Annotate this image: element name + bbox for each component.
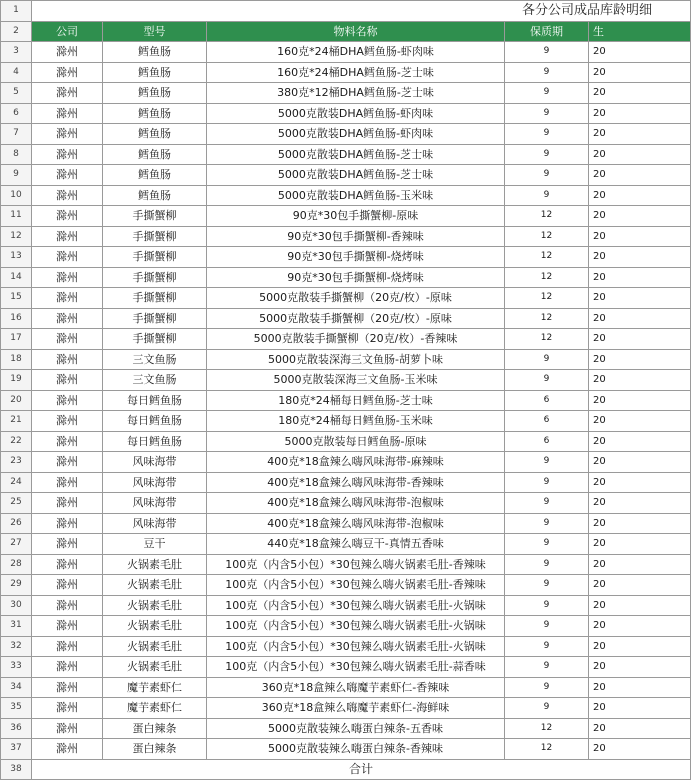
row-number[interactable]: 26 bbox=[1, 513, 32, 534]
cell-model[interactable]: 手撕蟹柳 bbox=[103, 288, 207, 309]
cell-company[interactable]: 滁州 bbox=[32, 718, 103, 739]
cell-production[interactable]: 20 bbox=[589, 513, 691, 534]
cell-material[interactable]: 5000克散装手撕蟹柳（20克/枚）-原味 bbox=[207, 288, 505, 309]
cell-material[interactable]: 100克（内含5小包）*30包辣么嗨火锅素毛肚-蒜香味 bbox=[207, 657, 505, 678]
cell-company[interactable]: 滁州 bbox=[32, 206, 103, 227]
cell-model[interactable]: 三文鱼肠 bbox=[103, 349, 207, 370]
cell-shelf-life[interactable]: 9 bbox=[505, 83, 589, 104]
cell-material[interactable]: 90克*30包手撕蟹柳-原味 bbox=[207, 206, 505, 227]
cell-shelf-life[interactable]: 9 bbox=[505, 185, 589, 206]
cell-production[interactable]: 20 bbox=[589, 554, 691, 575]
cell-model[interactable]: 火锅素毛肚 bbox=[103, 575, 207, 596]
cell-production[interactable]: 20 bbox=[589, 657, 691, 678]
cell-material[interactable]: 100克（内含5小包）*30包辣么嗨火锅素毛肚-火锅味 bbox=[207, 616, 505, 637]
cell-shelf-life[interactable]: 9 bbox=[505, 124, 589, 145]
cell-company[interactable]: 滁州 bbox=[32, 677, 103, 698]
cell-shelf-life[interactable]: 6 bbox=[505, 390, 589, 411]
sheet-title[interactable]: 各分公司成品库龄明细 bbox=[32, 1, 691, 22]
cell-shelf-life[interactable]: 12 bbox=[505, 226, 589, 247]
cell-production[interactable]: 20 bbox=[589, 677, 691, 698]
cell-material[interactable]: 5000克散装DHA鳕鱼肠-虾肉味 bbox=[207, 103, 505, 124]
cell-production[interactable]: 20 bbox=[589, 144, 691, 165]
cell-shelf-life[interactable]: 9 bbox=[505, 472, 589, 493]
cell-shelf-life[interactable]: 9 bbox=[505, 595, 589, 616]
table-row bbox=[1, 452, 691, 473]
row-number[interactable]: 18 bbox=[1, 349, 32, 370]
cell-model[interactable]: 风味海带 bbox=[103, 493, 207, 514]
row-number[interactable]: 5 bbox=[1, 83, 32, 104]
cell-production[interactable]: 20 bbox=[589, 288, 691, 309]
header-material[interactable]: 物料名称 bbox=[207, 21, 505, 42]
cell-model[interactable]: 手撕蟹柳 bbox=[103, 247, 207, 268]
cell-material[interactable]: 5000克散装DHA鳕鱼肠-芝士味 bbox=[207, 144, 505, 165]
row-number[interactable]: 27 bbox=[1, 534, 32, 555]
cell-company[interactable]: 滁州 bbox=[32, 370, 103, 391]
row-number[interactable]: 20 bbox=[1, 390, 32, 411]
cell-model[interactable]: 火锅素毛肚 bbox=[103, 554, 207, 575]
cell-shelf-life[interactable]: 9 bbox=[505, 103, 589, 124]
cell-company[interactable]: 滁州 bbox=[32, 349, 103, 370]
cell-company[interactable]: 滁州 bbox=[32, 226, 103, 247]
cell-model[interactable]: 鳕鱼肠 bbox=[103, 144, 207, 165]
cell-material[interactable]: 5000克散装手撕蟹柳（20克/枚）-香辣味 bbox=[207, 329, 505, 350]
cell-model[interactable]: 每日鳕鱼肠 bbox=[103, 411, 207, 432]
table-row bbox=[1, 534, 691, 555]
cell-production[interactable]: 20 bbox=[589, 390, 691, 411]
table-row bbox=[1, 677, 691, 698]
cell-material[interactable]: 90克*30包手撕蟹柳-香辣味 bbox=[207, 226, 505, 247]
cell-company[interactable]: 滁州 bbox=[32, 165, 103, 186]
table-row bbox=[1, 349, 691, 370]
cell-material[interactable]: 180克*24桶每日鳕鱼肠-玉米味 bbox=[207, 411, 505, 432]
cell-shelf-life[interactable]: 9 bbox=[505, 575, 589, 596]
cell-company[interactable]: 滁州 bbox=[32, 144, 103, 165]
row-number[interactable]: 30 bbox=[1, 595, 32, 616]
cell-material[interactable]: 100克（内含5小包）*30包辣么嗨火锅素毛肚-火锅味 bbox=[207, 636, 505, 657]
cell-company[interactable]: 滁州 bbox=[32, 554, 103, 575]
cell-production[interactable]: 20 bbox=[589, 42, 691, 63]
cell-production[interactable]: 20 bbox=[589, 226, 691, 247]
row-number[interactable]: 35 bbox=[1, 698, 32, 719]
cell-model[interactable]: 手撕蟹柳 bbox=[103, 329, 207, 350]
row-number[interactable]: 10 bbox=[1, 185, 32, 206]
cell-shelf-life[interactable]: 9 bbox=[505, 636, 589, 657]
row-number[interactable]: 38 bbox=[1, 759, 32, 780]
table-row bbox=[1, 247, 691, 268]
cell-company[interactable]: 滁州 bbox=[32, 636, 103, 657]
cell-material[interactable]: 5000克散装每日鳕鱼肠-原味 bbox=[207, 431, 505, 452]
row-number[interactable]: 13 bbox=[1, 247, 32, 268]
cell-production[interactable]: 20 bbox=[589, 575, 691, 596]
header-row bbox=[1, 21, 691, 42]
cell-model[interactable]: 蛋白辣条 bbox=[103, 739, 207, 760]
cell-material[interactable]: 160克*24桶DHA鳕鱼肠-芝士味 bbox=[207, 62, 505, 83]
cell-production[interactable]: 20 bbox=[589, 124, 691, 145]
table-row bbox=[1, 329, 691, 350]
cell-model[interactable]: 每日鳕鱼肠 bbox=[103, 390, 207, 411]
cell-material[interactable]: 400克*18盒辣么嗨风味海带-香辣味 bbox=[207, 472, 505, 493]
cell-company[interactable]: 滁州 bbox=[32, 247, 103, 268]
title-row bbox=[1, 1, 691, 22]
cell-production[interactable]: 20 bbox=[589, 534, 691, 555]
table-row bbox=[1, 288, 691, 309]
cell-company[interactable]: 滁州 bbox=[32, 739, 103, 760]
cell-production[interactable]: 20 bbox=[589, 308, 691, 329]
table-row bbox=[1, 308, 691, 329]
row-number[interactable]: 6 bbox=[1, 103, 32, 124]
cell-company[interactable]: 滁州 bbox=[32, 124, 103, 145]
row-number[interactable]: 12 bbox=[1, 226, 32, 247]
cell-production[interactable]: 20 bbox=[589, 472, 691, 493]
cell-model[interactable]: 手撕蟹柳 bbox=[103, 267, 207, 288]
row-number[interactable]: 2 bbox=[1, 21, 32, 42]
table-row bbox=[1, 739, 691, 760]
cell-shelf-life[interactable]: 9 bbox=[505, 370, 589, 391]
table-row bbox=[1, 411, 691, 432]
table-row bbox=[1, 103, 691, 124]
cell-production[interactable]: 20 bbox=[589, 452, 691, 473]
cell-shelf-life[interactable]: 12 bbox=[505, 247, 589, 268]
cell-production[interactable]: 20 bbox=[589, 206, 691, 227]
row-number[interactable]: 4 bbox=[1, 62, 32, 83]
cell-shelf-life[interactable]: 9 bbox=[505, 165, 589, 186]
cell-shelf-life[interactable]: 9 bbox=[505, 62, 589, 83]
cell-company[interactable]: 滁州 bbox=[32, 390, 103, 411]
cell-company[interactable]: 滁州 bbox=[32, 698, 103, 719]
row-number[interactable]: 23 bbox=[1, 452, 32, 473]
cell-company[interactable]: 滁州 bbox=[32, 657, 103, 678]
row-number[interactable]: 14 bbox=[1, 267, 32, 288]
cell-model[interactable]: 鳕鱼肠 bbox=[103, 83, 207, 104]
cell-company[interactable]: 滁州 bbox=[32, 267, 103, 288]
cell-shelf-life[interactable]: 12 bbox=[505, 206, 589, 227]
header-production[interactable]: 生 bbox=[589, 21, 691, 42]
cell-material[interactable]: 5000克散装深海三文鱼肠-玉米味 bbox=[207, 370, 505, 391]
cell-material[interactable]: 360克*18盒辣么嗨魔芋素虾仁-海鲜味 bbox=[207, 698, 505, 719]
cell-production[interactable]: 20 bbox=[589, 636, 691, 657]
cell-shelf-life[interactable]: 12 bbox=[505, 267, 589, 288]
cell-shelf-life[interactable]: 12 bbox=[505, 288, 589, 309]
cell-production[interactable]: 20 bbox=[589, 62, 691, 83]
row-number[interactable]: 22 bbox=[1, 431, 32, 452]
cell-company[interactable]: 滁州 bbox=[32, 616, 103, 637]
table-row bbox=[1, 226, 691, 247]
cell-shelf-life[interactable]: 6 bbox=[505, 411, 589, 432]
cell-production[interactable]: 20 bbox=[589, 165, 691, 186]
cell-company[interactable]: 滁州 bbox=[32, 513, 103, 534]
cell-shelf-life[interactable]: 12 bbox=[505, 718, 589, 739]
cell-material[interactable]: 5000克散装深海三文鱼肠-胡萝卜味 bbox=[207, 349, 505, 370]
cell-shelf-life[interactable]: 6 bbox=[505, 431, 589, 452]
table-row bbox=[1, 165, 691, 186]
cell-production[interactable]: 20 bbox=[589, 103, 691, 124]
row-number[interactable]: 28 bbox=[1, 554, 32, 575]
cell-production[interactable]: 20 bbox=[589, 370, 691, 391]
cell-production[interactable]: 20 bbox=[589, 185, 691, 206]
header-shelf-life[interactable]: 保质期 bbox=[505, 21, 589, 42]
cell-shelf-life[interactable]: 9 bbox=[505, 698, 589, 719]
cell-model[interactable]: 魔芋素虾仁 bbox=[103, 677, 207, 698]
cell-model[interactable]: 风味海带 bbox=[103, 472, 207, 493]
cell-material[interactable]: 160克*24桶DHA鳕鱼肠-虾肉味 bbox=[207, 42, 505, 63]
row-number[interactable]: 32 bbox=[1, 636, 32, 657]
cell-production[interactable]: 20 bbox=[589, 267, 691, 288]
cell-production[interactable]: 20 bbox=[589, 595, 691, 616]
cell-production[interactable]: 20 bbox=[589, 247, 691, 268]
cell-material[interactable]: 100克（内含5小包）*30包辣么嗨火锅素毛肚-香辣味 bbox=[207, 554, 505, 575]
table-row bbox=[1, 431, 691, 452]
total-label[interactable]: 合计 bbox=[32, 759, 691, 780]
cell-company[interactable]: 滁州 bbox=[32, 103, 103, 124]
row-number[interactable]: 36 bbox=[1, 718, 32, 739]
cell-material[interactable]: 5000克散装DHA鳕鱼肠-芝士味 bbox=[207, 165, 505, 186]
cell-material[interactable]: 400克*18盒辣么嗨风味海带-泡椒味 bbox=[207, 493, 505, 514]
row-number[interactable]: 33 bbox=[1, 657, 32, 678]
cell-material[interactable]: 380克*12桶DHA鳕鱼肠-芝士味 bbox=[207, 83, 505, 104]
cell-company[interactable]: 滁州 bbox=[32, 83, 103, 104]
row-number[interactable]: 3 bbox=[1, 42, 32, 63]
row-number[interactable]: 24 bbox=[1, 472, 32, 493]
cell-material[interactable]: 5000克散装DHA鳕鱼肠-虾肉味 bbox=[207, 124, 505, 145]
cell-shelf-life[interactable]: 12 bbox=[505, 329, 589, 350]
row-number[interactable]: 15 bbox=[1, 288, 32, 309]
cell-model[interactable]: 火锅素毛肚 bbox=[103, 595, 207, 616]
cell-material[interactable]: 90克*30包手撕蟹柳-烧烤味 bbox=[207, 267, 505, 288]
table-row bbox=[1, 493, 691, 514]
cell-company[interactable]: 滁州 bbox=[32, 42, 103, 63]
cell-shelf-life[interactable]: 9 bbox=[505, 513, 589, 534]
cell-shelf-life[interactable]: 12 bbox=[505, 739, 589, 760]
table-row bbox=[1, 124, 691, 145]
row-number[interactable]: 11 bbox=[1, 206, 32, 227]
cell-model[interactable]: 鳕鱼肠 bbox=[103, 42, 207, 63]
cell-production[interactable]: 20 bbox=[589, 698, 691, 719]
cell-production[interactable]: 20 bbox=[589, 739, 691, 760]
cell-model[interactable]: 手撕蟹柳 bbox=[103, 308, 207, 329]
row-number[interactable]: 25 bbox=[1, 493, 32, 514]
cell-company[interactable]: 滁州 bbox=[32, 329, 103, 350]
table-row bbox=[1, 472, 691, 493]
table-row bbox=[1, 62, 691, 83]
row-number[interactable]: 1 bbox=[1, 1, 32, 22]
cell-company[interactable]: 滁州 bbox=[32, 288, 103, 309]
table-row bbox=[1, 206, 691, 227]
table-row bbox=[1, 616, 691, 637]
cell-production[interactable]: 20 bbox=[589, 616, 691, 637]
row-number[interactable]: 16 bbox=[1, 308, 32, 329]
table-row bbox=[1, 390, 691, 411]
table-row bbox=[1, 513, 691, 534]
cell-shelf-life[interactable]: 9 bbox=[505, 42, 589, 63]
cell-production[interactable]: 20 bbox=[589, 349, 691, 370]
cell-shelf-life[interactable]: 9 bbox=[505, 452, 589, 473]
cell-material[interactable]: 5000克散装辣么嗨蛋白辣条-香辣味 bbox=[207, 739, 505, 760]
cell-company[interactable]: 滁州 bbox=[32, 595, 103, 616]
table-row bbox=[1, 657, 691, 678]
cell-model[interactable]: 鳕鱼肠 bbox=[103, 103, 207, 124]
cell-shelf-life[interactable]: 9 bbox=[505, 677, 589, 698]
cell-shelf-life[interactable]: 9 bbox=[505, 349, 589, 370]
table-row bbox=[1, 575, 691, 596]
cell-model[interactable]: 鳕鱼肠 bbox=[103, 185, 207, 206]
table-row bbox=[1, 636, 691, 657]
cell-company[interactable]: 滁州 bbox=[32, 411, 103, 432]
cell-company[interactable]: 滁州 bbox=[32, 308, 103, 329]
cell-model[interactable]: 鳕鱼肠 bbox=[103, 165, 207, 186]
row-number[interactable]: 9 bbox=[1, 165, 32, 186]
cell-model[interactable]: 鳕鱼肠 bbox=[103, 62, 207, 83]
table-row bbox=[1, 144, 691, 165]
table-row bbox=[1, 718, 691, 739]
row-number[interactable]: 31 bbox=[1, 616, 32, 637]
header-company[interactable]: 公司 bbox=[32, 21, 103, 42]
cell-material[interactable]: 5000克散装辣么嗨蛋白辣条-五香味 bbox=[207, 718, 505, 739]
cell-shelf-life[interactable]: 12 bbox=[505, 308, 589, 329]
cell-production[interactable]: 20 bbox=[589, 329, 691, 350]
cell-company[interactable]: 滁州 bbox=[32, 431, 103, 452]
cell-material[interactable]: 180克*24桶每日鳕鱼肠-芝士味 bbox=[207, 390, 505, 411]
row-number[interactable]: 29 bbox=[1, 575, 32, 596]
cell-production[interactable]: 20 bbox=[589, 431, 691, 452]
total-row bbox=[1, 759, 691, 780]
header-model[interactable]: 型号 bbox=[103, 21, 207, 42]
cell-material[interactable]: 5000克散装DHA鳕鱼肠-玉米味 bbox=[207, 185, 505, 206]
row-number[interactable]: 17 bbox=[1, 329, 32, 350]
cell-material[interactable]: 400克*18盒辣么嗨风味海带-麻辣味 bbox=[207, 452, 505, 473]
cell-shelf-life[interactable]: 9 bbox=[505, 493, 589, 514]
table-row bbox=[1, 370, 691, 391]
row-number[interactable]: 34 bbox=[1, 677, 32, 698]
cell-company[interactable]: 滁州 bbox=[32, 575, 103, 596]
table-row bbox=[1, 83, 691, 104]
cell-production[interactable]: 20 bbox=[589, 83, 691, 104]
cell-shelf-life[interactable]: 9 bbox=[505, 554, 589, 575]
cell-shelf-life[interactable]: 9 bbox=[505, 534, 589, 555]
cell-production[interactable]: 20 bbox=[589, 718, 691, 739]
cell-model[interactable]: 魔芋素虾仁 bbox=[103, 698, 207, 719]
cell-model[interactable]: 火锅素毛肚 bbox=[103, 657, 207, 678]
cell-model[interactable]: 风味海带 bbox=[103, 513, 207, 534]
cell-material[interactable]: 5000克散装手撕蟹柳（20克/枚）-原味 bbox=[207, 308, 505, 329]
cell-shelf-life[interactable]: 9 bbox=[505, 657, 589, 678]
cell-model[interactable]: 火锅素毛肚 bbox=[103, 616, 207, 637]
cell-production[interactable]: 20 bbox=[589, 493, 691, 514]
row-number[interactable]: 7 bbox=[1, 124, 32, 145]
cell-shelf-life[interactable]: 9 bbox=[505, 144, 589, 165]
cell-production[interactable]: 20 bbox=[589, 411, 691, 432]
table-row bbox=[1, 42, 691, 63]
table-row bbox=[1, 267, 691, 288]
cell-company[interactable]: 滁州 bbox=[32, 185, 103, 206]
cell-material[interactable]: 400克*18盒辣么嗨风味海带-泡椒味 bbox=[207, 513, 505, 534]
row-number[interactable]: 37 bbox=[1, 739, 32, 760]
cell-model[interactable]: 火锅素毛肚 bbox=[103, 636, 207, 657]
cell-model[interactable]: 蛋白辣条 bbox=[103, 718, 207, 739]
cell-model[interactable]: 鳕鱼肠 bbox=[103, 124, 207, 145]
row-number[interactable]: 8 bbox=[1, 144, 32, 165]
cell-company[interactable]: 滁州 bbox=[32, 62, 103, 83]
cell-model[interactable]: 手撕蟹柳 bbox=[103, 226, 207, 247]
cell-model[interactable]: 每日鳕鱼肠 bbox=[103, 431, 207, 452]
row-number[interactable]: 21 bbox=[1, 411, 32, 432]
cell-material[interactable]: 90克*30包手撕蟹柳-烧烤味 bbox=[207, 247, 505, 268]
cell-model[interactable]: 风味海带 bbox=[103, 452, 207, 473]
cell-company[interactable]: 滁州 bbox=[32, 493, 103, 514]
cell-material[interactable]: 100克（内含5小包）*30包辣么嗨火锅素毛肚-香辣味 bbox=[207, 575, 505, 596]
cell-material[interactable]: 100克（内含5小包）*30包辣么嗨火锅素毛肚-火锅味 bbox=[207, 595, 505, 616]
row-number[interactable]: 19 bbox=[1, 370, 32, 391]
cell-material[interactable]: 360克*18盒辣么嗨魔芋素虾仁-香辣味 bbox=[207, 677, 505, 698]
table-row bbox=[1, 595, 691, 616]
cell-model[interactable]: 三文鱼肠 bbox=[103, 370, 207, 391]
cell-model[interactable]: 手撕蟹柳 bbox=[103, 206, 207, 227]
table-row bbox=[1, 698, 691, 719]
cell-material[interactable]: 440克*18盒辣么嗨豆干-真情五香味 bbox=[207, 534, 505, 555]
table-row bbox=[1, 554, 691, 575]
cell-shelf-life[interactable]: 9 bbox=[505, 616, 589, 637]
cell-model[interactable]: 豆干 bbox=[103, 534, 207, 555]
cell-company[interactable]: 滁州 bbox=[32, 472, 103, 493]
cell-company[interactable]: 滁州 bbox=[32, 452, 103, 473]
cell-company[interactable]: 滁州 bbox=[32, 534, 103, 555]
table-row bbox=[1, 185, 691, 206]
